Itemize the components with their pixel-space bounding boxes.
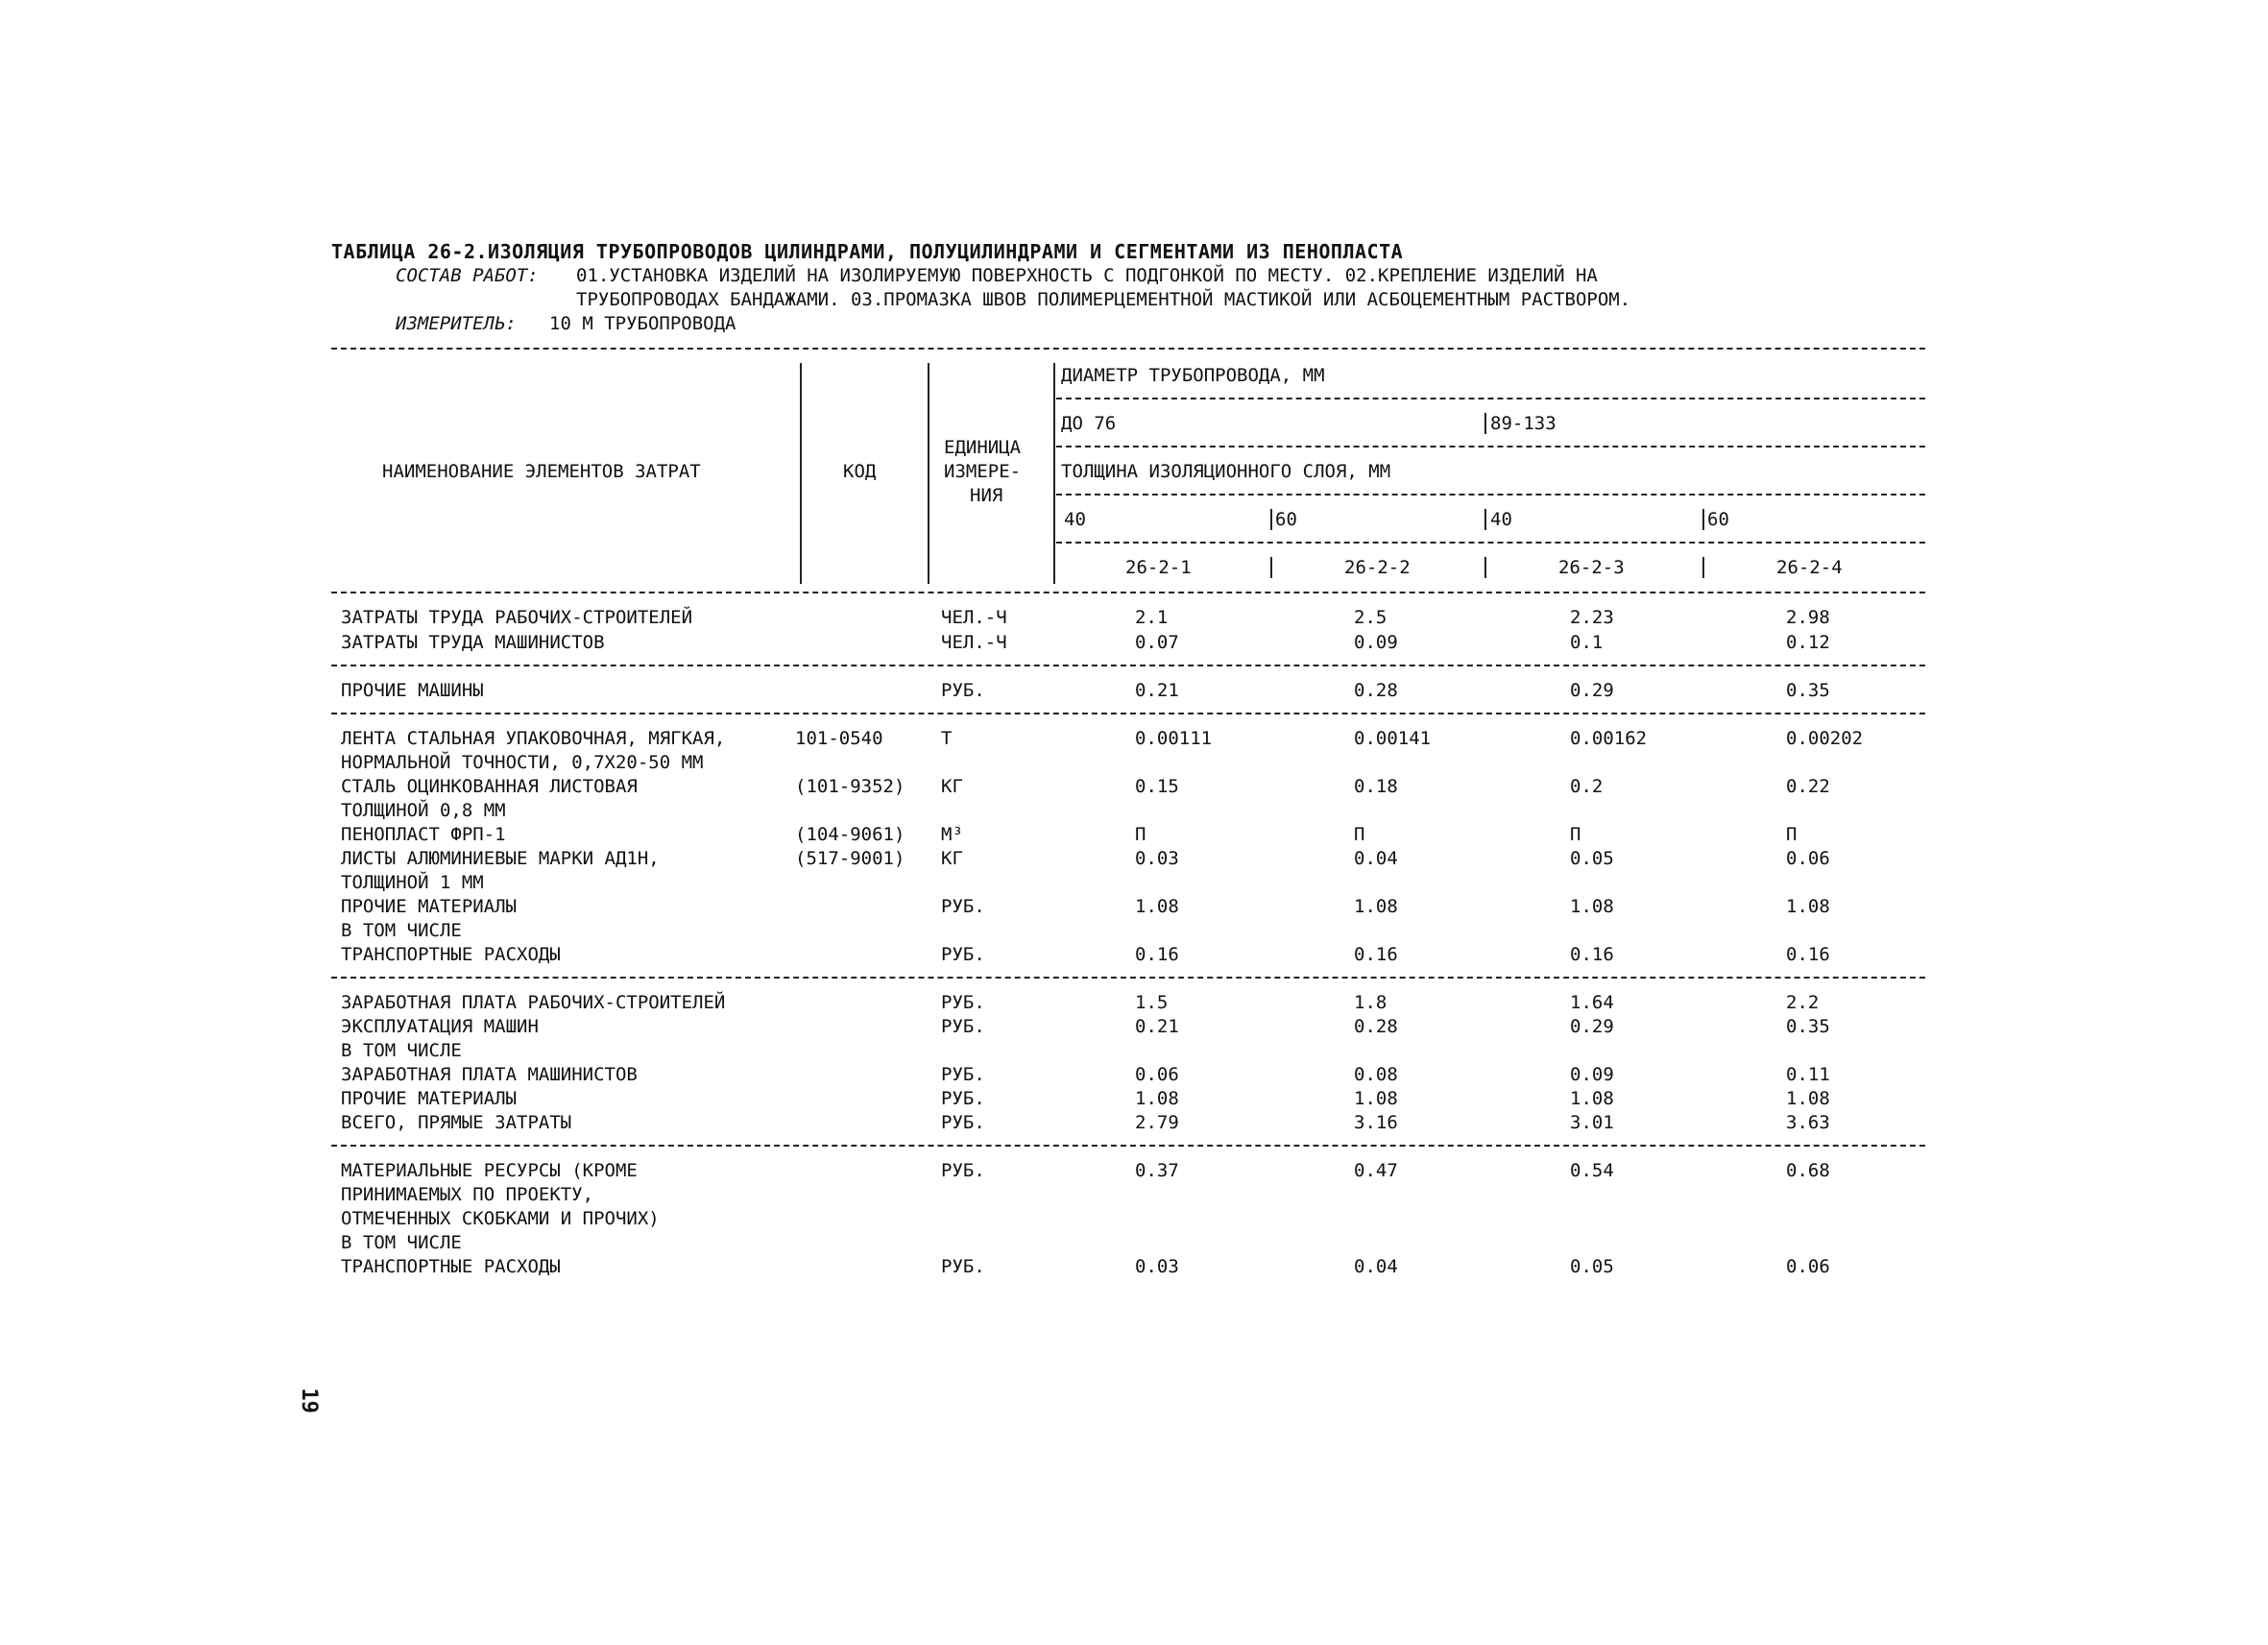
row-value: П <box>1135 824 1146 845</box>
row-unit: КГ <box>941 776 963 797</box>
row-name: ПРИНИМАЕМЫХ ПО ПРОЕКТУ, <box>341 1184 594 1205</box>
head-rule-4 <box>1056 542 1925 544</box>
row-unit: КГ <box>941 848 963 869</box>
row-name: ЗАТРАТЫ ТРУДА МАШИНИСТОВ <box>341 632 605 653</box>
row-unit: РУБ. <box>941 1160 985 1181</box>
row-value: 0.08 <box>1354 1064 1398 1085</box>
row-unit: РУБ. <box>941 1256 985 1277</box>
row-code: 101-0540 <box>795 728 883 749</box>
row-value: П <box>1354 824 1365 845</box>
row-value: 0.04 <box>1354 1256 1398 1277</box>
izmeritel-value: 10 М ТРУБОПРОВОДА <box>549 313 736 334</box>
row-unit: РУБ. <box>941 944 985 965</box>
sostav-label: СОСТАВ РАБОТ: <box>396 265 539 286</box>
row-value: 2.1 <box>1135 607 1169 628</box>
row-value: 0.21 <box>1135 1016 1179 1037</box>
row-value: 1.08 <box>1570 896 1614 917</box>
row-value: 0.16 <box>1570 944 1614 965</box>
row-value: 0.11 <box>1786 1064 1830 1085</box>
head-col-name: НАИМЕНОВАНИЕ ЭЛЕМЕНТОВ ЗАТРАТ <box>382 461 701 482</box>
row-value: 0.29 <box>1570 1016 1614 1037</box>
row-value: 0.68 <box>1786 1160 1830 1181</box>
row-unit: РУБ. <box>941 896 985 917</box>
row-value: 2.79 <box>1135 1112 1179 1133</box>
row-value: 2.5 <box>1354 607 1387 628</box>
row-value: 0.06 <box>1786 848 1830 869</box>
row-value: 0.47 <box>1354 1160 1398 1181</box>
head-d1: ДО 76 <box>1061 413 1117 434</box>
row-value: 2.23 <box>1570 607 1614 628</box>
row-name: ТРАНСПОРТНЫЕ РАСХОДЫ <box>341 1256 561 1277</box>
head-diameter: ДИАМЕТР ТРУБОПРОВОДА, ММ <box>1061 365 1325 386</box>
head-c2-separator <box>1270 557 1272 578</box>
row-unit: РУБ. <box>941 992 985 1013</box>
head-col-unit-1: ЕДИНИЦА <box>944 437 1022 458</box>
row-value: 1.08 <box>1135 896 1179 917</box>
head-c3: 26-2-3 <box>1558 557 1625 578</box>
head-c4: 26-2-4 <box>1776 557 1843 578</box>
head-separator-2 <box>928 363 929 584</box>
page-number: 19 <box>296 1388 321 1414</box>
row-value: 0.29 <box>1570 680 1614 701</box>
table-title: ТАБЛИЦА 26-2.ИЗОЛЯЦИЯ ТРУБОПРОВОДОВ ЦИЛИНДРАМИ, ПОЛУЦИЛИНДРАМИ И СЕГМЕНТАМИ ИЗ ПЕНОПЛАСТА <box>331 240 1404 263</box>
row-value: 1.08 <box>1354 896 1398 917</box>
row-value: 1.64 <box>1570 992 1614 1013</box>
section-rule <box>331 665 1925 666</box>
row-unit: Т <box>941 728 953 749</box>
row-name: СТАЛЬ ОЦИНКОВАННАЯ ЛИСТОВАЯ <box>341 776 638 797</box>
head-t2: 60 <box>1275 509 1297 530</box>
row-value: 1.08 <box>1135 1088 1179 1109</box>
row-name: ПРОЧИЕ МАШИНЫ <box>341 680 484 701</box>
row-name: В ТОМ ЧИСЛЕ <box>341 1232 462 1253</box>
row-value: 0.04 <box>1354 848 1398 869</box>
row-value: 0.00141 <box>1354 728 1432 749</box>
head-separator-1 <box>800 363 802 584</box>
head-separator-3 <box>1053 363 1055 584</box>
head-d2-separator <box>1484 413 1486 434</box>
row-value: 3.01 <box>1570 1112 1614 1133</box>
table-top-rule <box>331 348 1925 350</box>
row-name: НОРМАЛЬНОЙ ТОЧНОСТИ, 0,7Х20-50 ММ <box>341 752 704 773</box>
head-t2-separator <box>1270 509 1272 530</box>
row-value: 0.00111 <box>1135 728 1213 749</box>
row-unit: РУБ. <box>941 1016 985 1037</box>
head-rule-3 <box>1056 494 1925 496</box>
row-value: 1.08 <box>1786 1088 1830 1109</box>
head-t1: 40 <box>1064 509 1086 530</box>
row-value: 0.09 <box>1354 632 1398 653</box>
row-value: П <box>1786 824 1798 845</box>
sostav-line-1: 01.УСТАНОВКА ИЗДЕЛИЙ НА ИЗОЛИРУЕМУЮ ПОВЕРХНОСТЬ С ПОДГОНКОЙ ПО МЕСТУ. 02.КРЕПЛЕНИЕ ИЗДЕЛИЙ НА <box>576 265 1598 286</box>
head-bottom-rule <box>331 592 1925 593</box>
row-value: 0.06 <box>1135 1064 1179 1085</box>
head-c2: 26-2-2 <box>1344 557 1411 578</box>
head-col-code: КОД <box>843 461 877 482</box>
row-value: 0.05 <box>1570 1256 1614 1277</box>
row-value: 3.63 <box>1786 1112 1830 1133</box>
row-unit: РУБ. <box>941 680 985 701</box>
row-value: 1.08 <box>1354 1088 1398 1109</box>
row-unit: РУБ. <box>941 1112 985 1133</box>
row-name: ЛИСТЫ АЛЮМИНИЕВЫЕ МАРКИ АД1Н, <box>341 848 660 869</box>
row-value: 0.16 <box>1354 944 1398 965</box>
row-name: ОТМЕЧЕННЫХ СКОБКАМИ И ПРОЧИХ) <box>341 1208 660 1229</box>
row-value: 0.54 <box>1570 1160 1614 1181</box>
row-name: ЛЕНТА СТАЛЬНАЯ УПАКОВОЧНАЯ, МЯГКАЯ, <box>341 728 726 749</box>
row-name: ЗАРАБОТНАЯ ПЛАТА РАБОЧИХ-СТРОИТЕЛЕЙ <box>341 992 726 1013</box>
row-name: ПЕНОПЛАСТ ФРП-1 <box>341 824 506 845</box>
row-value: 0.07 <box>1135 632 1179 653</box>
row-unit: ЧЕЛ.-Ч <box>941 632 1007 653</box>
row-value: 2.98 <box>1786 607 1830 628</box>
section-rule <box>331 977 1925 979</box>
row-value: 0.1 <box>1570 632 1604 653</box>
head-t3-separator <box>1484 509 1486 530</box>
row-code: (101-9352) <box>795 776 905 797</box>
row-value: 0.15 <box>1135 776 1179 797</box>
row-value: 1.8 <box>1354 992 1387 1013</box>
row-value: 0.00162 <box>1570 728 1648 749</box>
sostav-line-2: ТРУБОПРОВОДАХ БАНДАЖАМИ. 03.ПРОМАЗКА ШВОВ ПОЛИМЕРЦЕМЕНТНОЙ МАСТИКОЙ ИЛИ АСБОЦЕМЕНТНЫМ РАСТВОРОМ. <box>576 289 1631 310</box>
row-name: ЗАТРАТЫ ТРУДА РАБОЧИХ-СТРОИТЕЛЕЙ <box>341 607 693 628</box>
row-value: 0.2 <box>1570 776 1604 797</box>
row-code: (104-9061) <box>795 824 905 845</box>
row-value: 0.18 <box>1354 776 1398 797</box>
head-col-unit-2: ИЗМЕРЕ- <box>944 461 1022 482</box>
row-name: ЗАРАБОТНАЯ ПЛАТА МАШИНИСТОВ <box>341 1064 638 1085</box>
section-rule <box>331 713 1925 714</box>
row-name: ПРОЧИЕ МАТЕРИАЛЫ <box>341 1088 518 1109</box>
row-value: 1.08 <box>1786 896 1830 917</box>
head-t4-separator <box>1702 509 1704 530</box>
row-value: 0.16 <box>1786 944 1830 965</box>
row-name: ТРАНСПОРТНЫЕ РАСХОДЫ <box>341 944 561 965</box>
row-name: ПРОЧИЕ МАТЕРИАЛЫ <box>341 896 518 917</box>
row-name: ТОЛЩИНОЙ 0,8 ММ <box>341 800 506 821</box>
row-value: 0.22 <box>1786 776 1830 797</box>
row-name: В ТОМ ЧИСЛЕ <box>341 920 462 941</box>
row-code: (517-9001) <box>795 848 905 869</box>
row-unit: РУБ. <box>941 1088 985 1109</box>
head-thickness: ТОЛЩИНА ИЗОЛЯЦИОННОГО СЛОЯ, ММ <box>1061 461 1391 482</box>
row-value: 0.09 <box>1570 1064 1614 1085</box>
row-name: ТОЛЩИНОЙ 1 ММ <box>341 872 484 893</box>
row-value: 2.2 <box>1786 992 1820 1013</box>
row-name: МАТЕРИАЛЬНЫЕ РЕСУРСЫ (КРОМЕ <box>341 1160 638 1181</box>
row-value: 1.08 <box>1570 1088 1614 1109</box>
row-value: 0.12 <box>1786 632 1830 653</box>
row-value: П <box>1570 824 1581 845</box>
row-value: 0.21 <box>1135 680 1179 701</box>
row-unit: РУБ. <box>941 1064 985 1085</box>
row-unit: М³ <box>941 824 963 845</box>
row-value: 1.5 <box>1135 992 1169 1013</box>
head-c3-separator <box>1484 557 1486 578</box>
head-c4-separator <box>1702 557 1704 578</box>
row-value: 0.03 <box>1135 848 1179 869</box>
row-value: 0.37 <box>1135 1160 1179 1181</box>
head-t4: 60 <box>1707 509 1729 530</box>
row-value: 0.16 <box>1135 944 1179 965</box>
row-value: 0.35 <box>1786 680 1830 701</box>
izmeritel-label: ИЗМЕРИТЕЛЬ: <box>396 313 517 334</box>
row-unit: ЧЕЛ.-Ч <box>941 607 1007 628</box>
row-value: 0.35 <box>1786 1016 1830 1037</box>
row-name: ВСЕГО, ПРЯМЫЕ ЗАТРАТЫ <box>341 1112 572 1133</box>
row-value: 3.16 <box>1354 1112 1398 1133</box>
head-d2: 89-133 <box>1490 413 1556 434</box>
head-c1: 26-2-1 <box>1125 557 1192 578</box>
head-col-unit-3: НИЯ <box>970 485 1003 506</box>
head-t3: 40 <box>1490 509 1512 530</box>
head-rule-1 <box>1056 398 1925 399</box>
row-value: 0.28 <box>1354 680 1398 701</box>
head-rule-2 <box>1056 446 1925 448</box>
row-name: В ТОМ ЧИСЛЕ <box>341 1040 462 1061</box>
row-value: 0.06 <box>1786 1256 1830 1277</box>
row-name: ЭКСПЛУАТАЦИЯ МАШИН <box>341 1016 539 1037</box>
row-value: 0.28 <box>1354 1016 1398 1037</box>
row-value: 0.00202 <box>1786 728 1864 749</box>
row-value: 0.03 <box>1135 1256 1179 1277</box>
section-rule <box>331 1145 1925 1147</box>
row-value: 0.05 <box>1570 848 1614 869</box>
